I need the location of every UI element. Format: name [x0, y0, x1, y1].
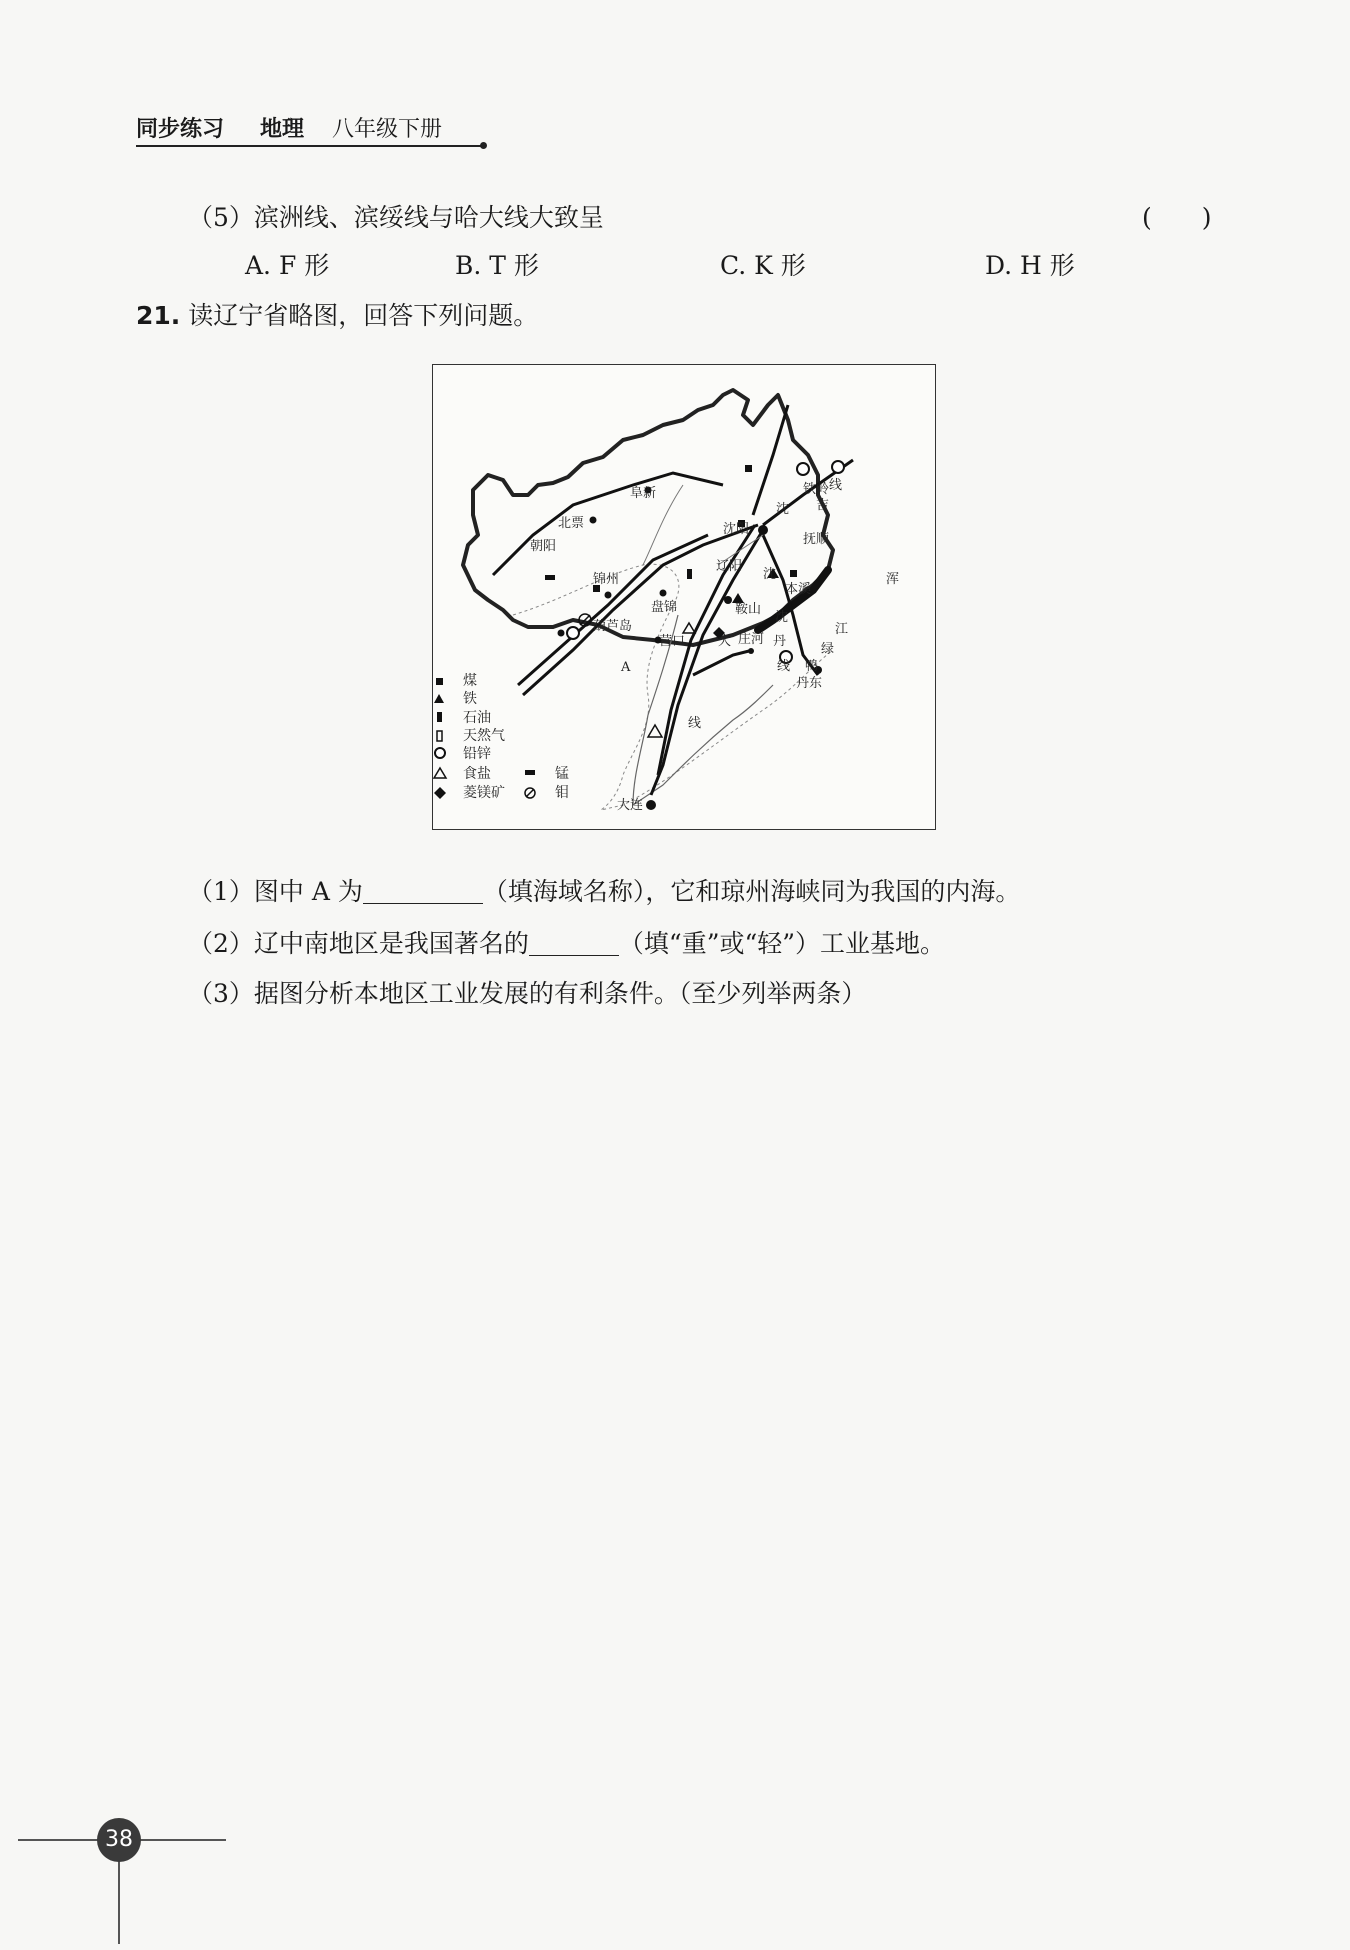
map-legend: [434, 672, 569, 801]
legend-molybdenum-slash: [526, 789, 534, 797]
rail-label-ji: 吉: [816, 498, 830, 513]
rail-label-xian: 线: [829, 478, 843, 493]
label-tieling: 铁岭: [803, 482, 830, 497]
city-beipiao-marker: [590, 517, 597, 524]
legend-iron: 铁: [463, 691, 477, 707]
city-shenyang-marker: [758, 525, 768, 535]
label-zhuanghe: 庄河: [738, 632, 765, 647]
salt-symbol: [648, 725, 662, 737]
question-21-1-pre: （1）图中 A 为: [188, 877, 363, 906]
question-21-number: 21.: [136, 301, 181, 330]
legend-salt-icon: [434, 768, 446, 778]
answer-blank-2[interactable]: [529, 929, 619, 956]
legend-magnesite-icon: [434, 787, 446, 799]
river-label-jiang: 江: [835, 622, 849, 637]
header-grade: 八年级下册: [332, 117, 443, 142]
page-number: 38: [97, 1818, 141, 1862]
legend-oil: 石油: [463, 710, 491, 726]
header-rule-dot: [480, 142, 487, 149]
railway-shenda: [651, 530, 763, 795]
coal-symbol: [790, 570, 797, 577]
liaoning-map-svg: [433, 365, 935, 829]
legend-manganese-icon: [525, 770, 535, 775]
option-a: A. F 形: [245, 251, 330, 280]
rail-label-shen-3: 沈: [775, 610, 789, 625]
lead-zinc-symbol: [832, 461, 844, 473]
legend-gas: 天然气: [463, 728, 505, 744]
manganese-symbol: [545, 575, 555, 580]
rail-label-dan: 丹: [773, 634, 787, 649]
header-subject: 地理: [260, 117, 305, 142]
legend-coal-icon: [436, 678, 443, 685]
label-fushun: 抚顺: [803, 532, 830, 547]
option-c: C. K 形: [720, 251, 806, 280]
city-jinzhou-marker: [605, 592, 612, 599]
question-21-2: [188, 924, 945, 960]
option-d: D. H 形: [985, 251, 1075, 280]
label-panjin: 盘锦: [651, 600, 678, 615]
label-yingkou: 营口: [659, 634, 686, 649]
salt-symbol: [683, 623, 695, 633]
sea-label-a: A: [621, 660, 631, 675]
city-huludao-marker: [558, 630, 565, 637]
railway-jinzhou-shenyang: [523, 525, 758, 695]
question-20-5-stem: （5）滨洲线、滨绥线与哈大线大致呈: [188, 203, 604, 232]
legend-lead-zinc-icon: [435, 748, 445, 758]
rail-label-xian-2: 线: [777, 659, 791, 674]
question-21-2-post: （填“重”或“轻”）工业基地。: [618, 929, 946, 958]
question-21-1: [188, 872, 1020, 908]
oil-symbol: [687, 569, 692, 579]
question-21: [136, 296, 538, 332]
river-fragment-hun: 浑: [886, 572, 900, 587]
question-21-1-post: （填海域名称），它和琼州海峡同为我国的内海。: [482, 877, 1021, 906]
label-dalian: 大连: [617, 798, 644, 813]
city-panjin-marker: [660, 590, 667, 597]
question-21-2-pre: （2）辽中南地区是我国著名的: [188, 929, 529, 958]
label-beipiao: 北票: [558, 516, 585, 531]
label-chaoyang: 朝阳: [530, 539, 557, 554]
rail-label-da: 大: [718, 634, 732, 649]
header-rule: [136, 145, 484, 147]
railway-zhuanghe: [693, 650, 753, 675]
answer-blank-1[interactable]: [363, 877, 483, 904]
legend-salt: 食盐: [463, 766, 491, 782]
rail-label-xian-3: 线: [688, 716, 702, 731]
lead-zinc-symbol: [797, 463, 809, 475]
coal-symbol: [745, 465, 752, 472]
legend-oil-icon: [437, 712, 442, 722]
label-jinzhou: 锦州: [593, 572, 620, 587]
city-anshan-marker: [724, 596, 732, 604]
label-dandong: 丹东: [796, 676, 823, 691]
footer-rule-vertical: [118, 1850, 120, 1944]
label-liaoyang: 辽阳: [716, 559, 743, 574]
river-label-ya: 鸭: [805, 659, 819, 674]
label-huludao: 葫芦岛: [593, 619, 633, 634]
label-fuxin: 阜新: [630, 486, 657, 501]
liaoning-map: [432, 364, 936, 830]
label-shenyang: 沈阳: [723, 522, 750, 537]
answer-paren: ( ): [1142, 203, 1212, 232]
railway-beipiao: [493, 473, 723, 575]
legend-manganese: 锰: [555, 766, 569, 782]
label-anshan: 鞍山: [735, 602, 762, 617]
province-boundary: [463, 390, 833, 645]
river-label-lu: 绿: [821, 642, 835, 657]
rail-label-shen: 沈: [776, 502, 790, 517]
railway-northeast: [753, 405, 788, 515]
question-21-3: （3）据图分析本地区工业发展的有利条件。（至少列举两条）: [188, 979, 867, 1008]
question-21-stem: 读辽宁省略图，回答下列问题。: [188, 301, 539, 330]
rail-label-shen-2: 沈: [763, 567, 777, 582]
legend-lead-zinc: 铅锌: [463, 746, 491, 762]
label-benxi: 本溪: [785, 582, 812, 597]
legend-gas-icon: [437, 731, 442, 741]
option-b: B. T 形: [455, 251, 539, 280]
city-zhuanghe-marker: [748, 648, 754, 654]
legend-iron-icon: [434, 694, 444, 703]
city-dalian-marker: [646, 800, 656, 810]
legend-coal: 煤: [463, 673, 477, 689]
legend-molybdenum: 钼: [555, 785, 569, 801]
legend-magnesite: 菱镁矿: [463, 785, 505, 801]
header-series: 同步练习: [136, 117, 225, 142]
lead-zinc-symbol: [567, 627, 579, 639]
